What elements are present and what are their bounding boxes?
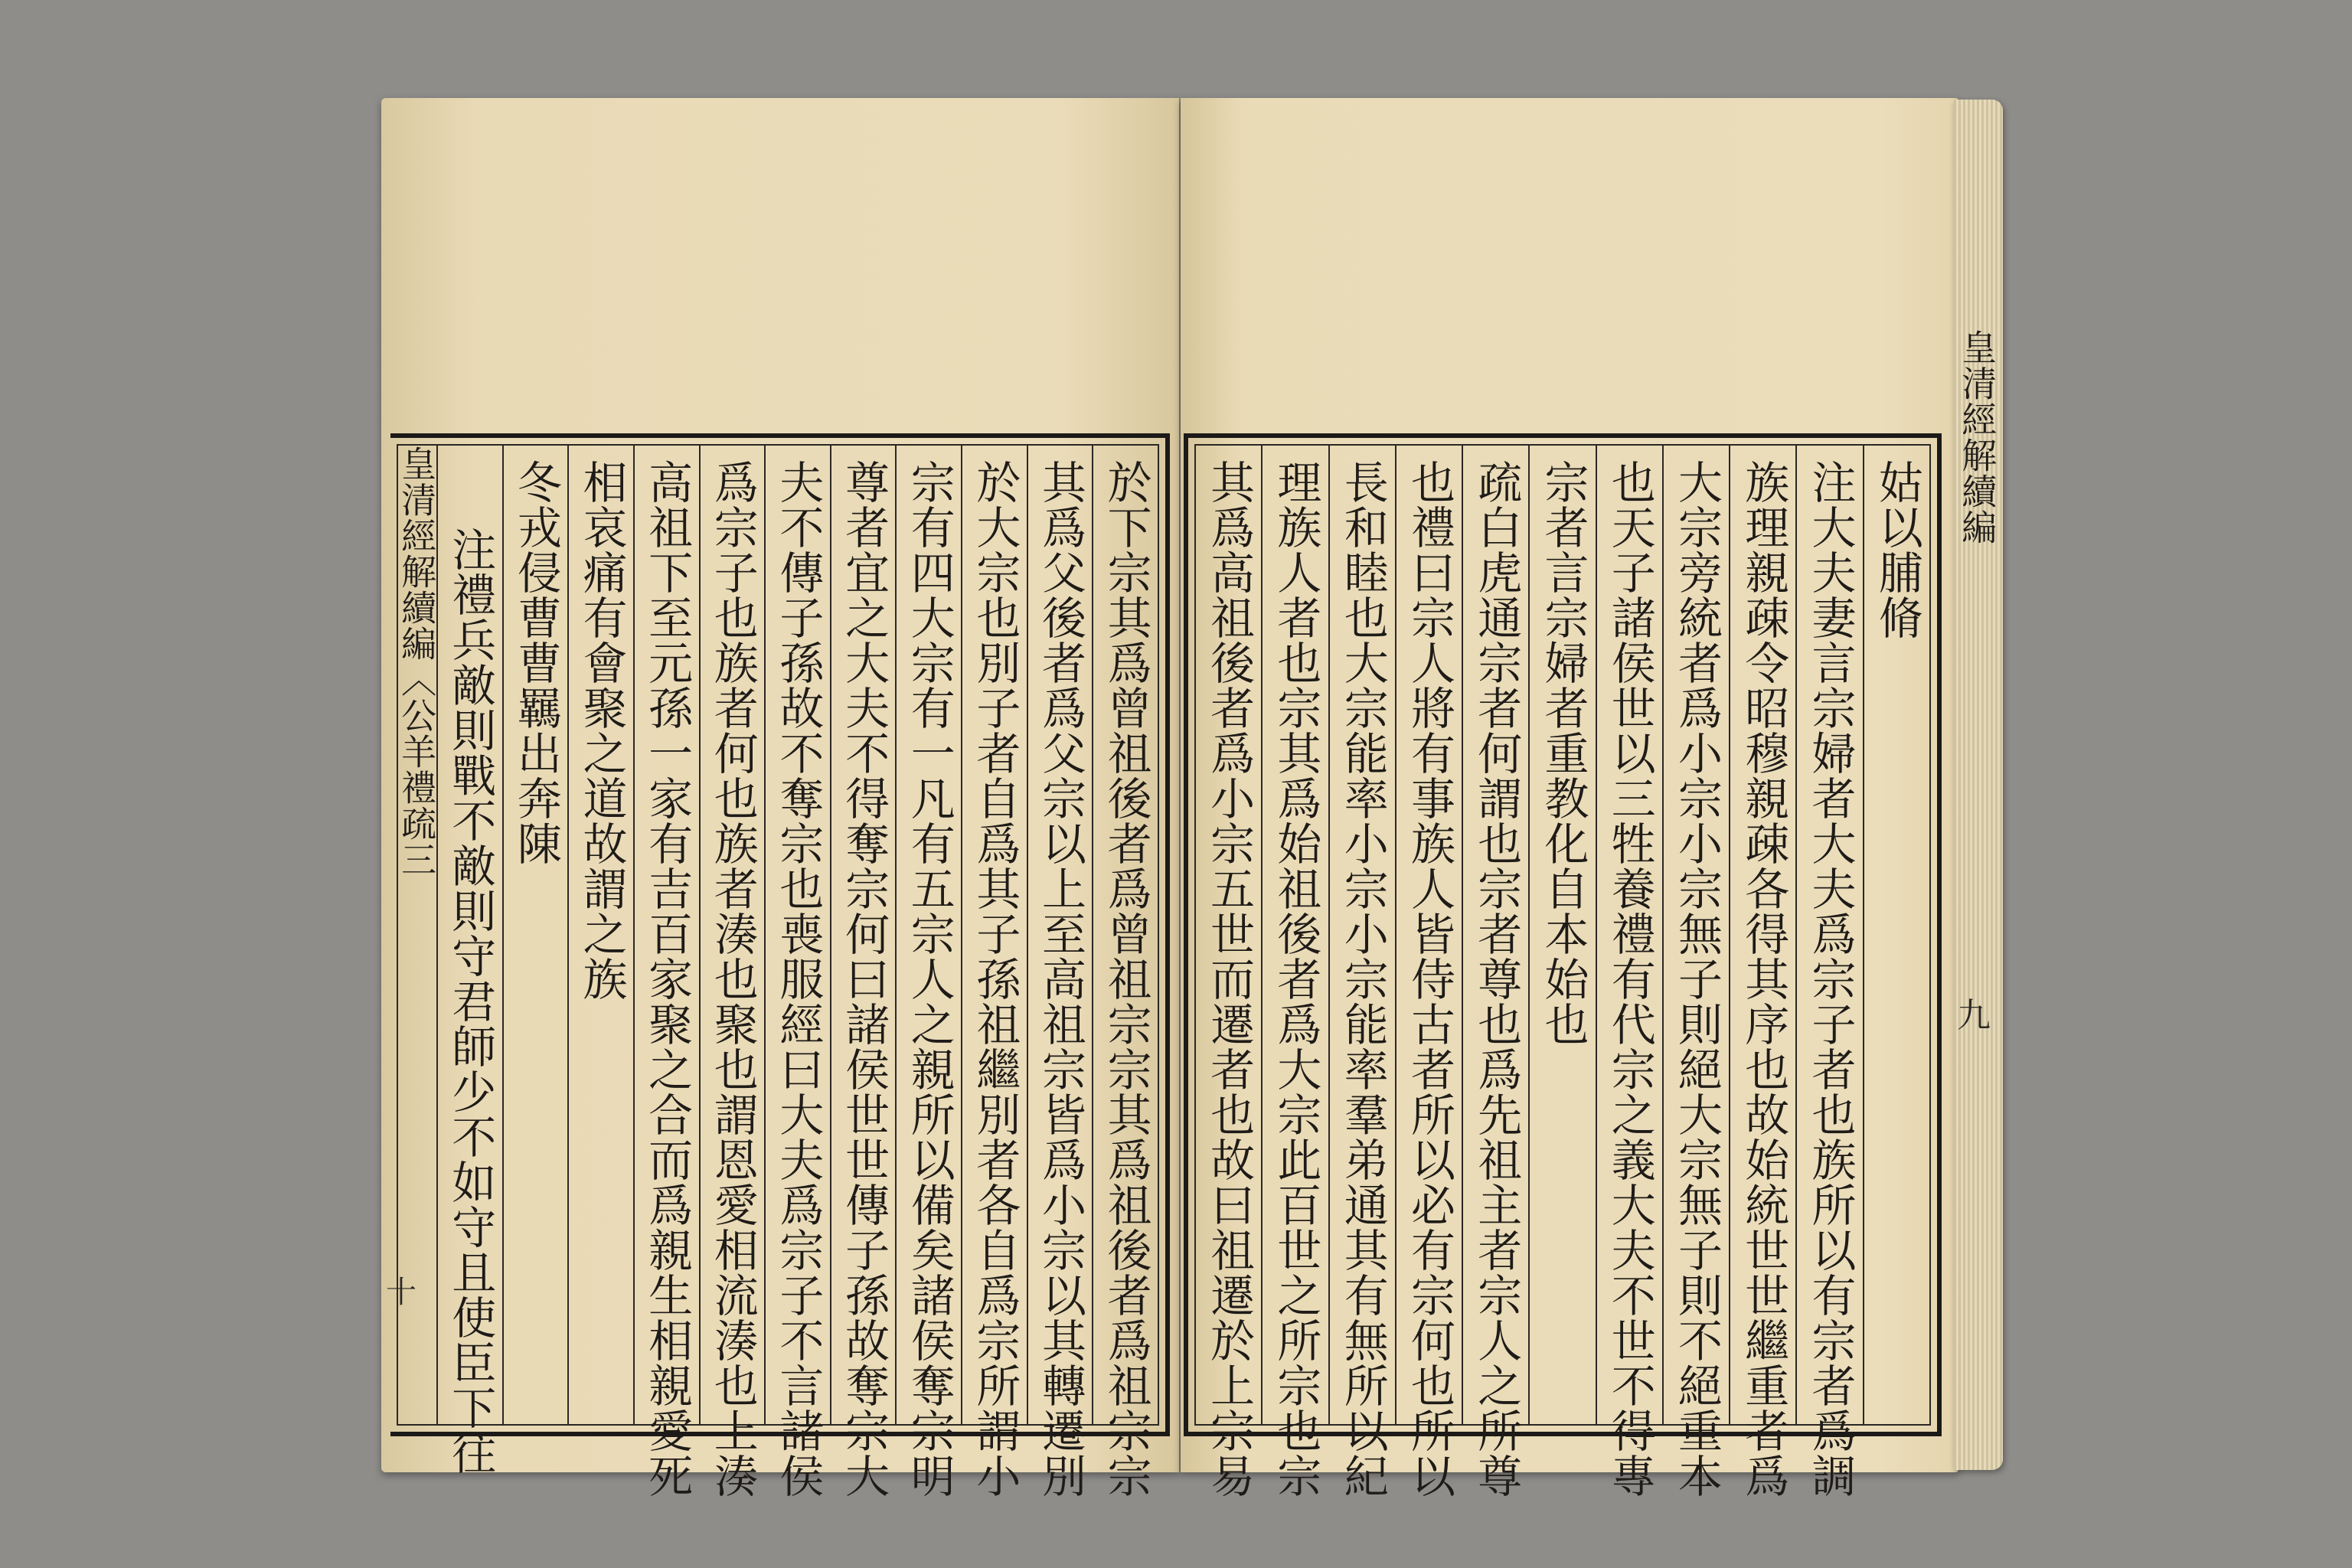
left-column-text: 其爲父後者爲父宗以上至高祖宗皆爲小宗以其轉遷別 [1034,459,1086,1498]
left-column-text: 冬戎侵曹曹羈出奔陳 [509,459,562,866]
left-leaf-number: 十 [386,1275,416,1310]
left-column-text: 於大宗也別子者自爲其子孫祖繼別者各自爲宗所謂小 [969,459,1021,1498]
right-inner-border [1194,444,1931,1498]
left-page [381,98,1179,1498]
left-text-column [633,446,699,1498]
left-text-column [830,446,896,1498]
left-text-column [699,446,765,1498]
right-text-columns [1196,446,1929,1498]
left-text-column [961,446,1027,1498]
right-text-column [1261,446,1328,1498]
left-text-columns [438,446,1158,1498]
right-column-text: 也禮曰宗人將有事族人皆侍古者所以必有宗何也所以 [1403,459,1455,1498]
left-text-column [895,446,961,1498]
right-text-column [1328,446,1395,1498]
right-column-text: 姑以脯脩 [1870,459,1923,640]
right-column-text: 大宗旁統者爲小宗小宗無子則絕大宗無子則不絕重本 [1671,459,1723,1498]
right-column-text: 疏白虎通宗者何謂也宗者尊也爲先祖主者宗人之所尊 [1470,459,1523,1498]
right-text-column [1795,446,1862,1498]
right-text-column [1596,446,1662,1498]
left-text-column [764,446,830,1498]
left-column-text: 爲宗子也族者何也族者湊也聚也謂恩愛相流湊也上湊 [706,459,759,1498]
right-text-column [1196,446,1261,1498]
left-column-text: 相哀痛有會聚之道故謂之族 [575,459,628,1001]
fish-tail-mark-icon: 〈 [396,662,438,697]
left-text-column [438,446,502,1475]
left-column-text: 尊者宜之大夫不得奪宗何曰諸侯世世傳子孫故奪宗大 [838,459,890,1498]
right-column-text: 注大夫妻言宗婦者大夫爲宗子者也族所以有宗者爲調 [1804,459,1857,1498]
left-column-text: 高祖下至元孫一家有吉百家聚之合而爲親生相親愛死 [641,459,694,1498]
left-column-text: 注禮兵敵則戰不敵則守君師少不如守且使臣下往 [444,527,497,1475]
left-text-column [1027,446,1093,1498]
right-page [1181,98,1958,1498]
right-text-column [1462,446,1528,1498]
page-edges [1954,100,2003,1470]
right-text-column [1662,446,1729,1498]
left-text-column [1092,446,1158,1498]
left-margin-title: 皇清經解續編 [396,446,438,662]
right-leaf-number: 九 [1957,996,1991,1035]
right-text-column [1729,446,1795,1498]
right-column-text: 宗者言宗婦者重教化自本始也 [1537,459,1589,1047]
right-text-frame [1184,433,1942,1498]
right-column-text: 理族人者也宗其爲始祖後者爲大宗此百世之所宗也宗 [1269,459,1322,1498]
right-column-text: 也天子諸侯世以三牲養禮有代宗之義大夫不世不得專 [1603,459,1656,1498]
left-column-text: 宗有四大宗有一凡有五宗人之親所以備矣諸侯奪宗明 [903,459,956,1498]
right-column-text: 長和睦也大宗能率小宗小宗能率羣弟通其有無所以紀 [1336,459,1389,1498]
left-section-title: 公羊禮疏三 [396,697,438,877]
right-column-text: 族理親疎令昭穆親疎各得其序也故始統世世繼重者爲 [1737,459,1790,1498]
right-text-column [1528,446,1595,1424]
left-text-column [502,446,568,1424]
right-text-column [1395,446,1462,1498]
left-inner-border [396,444,1159,1498]
right-margin-title: 皇清經解續編 [1956,329,1998,545]
right-column-text: 其爲高祖後者爲小宗五世而遷者也故曰祖遷於上宗易 [1203,459,1256,1498]
left-text-frame [390,433,1170,1498]
right-text-column [1863,446,1929,1424]
left-column-text: 夫不傳子孫故不奪宗也喪服經曰大夫爲宗子不言諸侯 [772,459,825,1498]
left-column-text: 於下宗其爲曾祖後者爲曾祖宗宗其爲祖後者爲祖宗宗 [1099,459,1152,1498]
left-text-column [567,446,633,1424]
